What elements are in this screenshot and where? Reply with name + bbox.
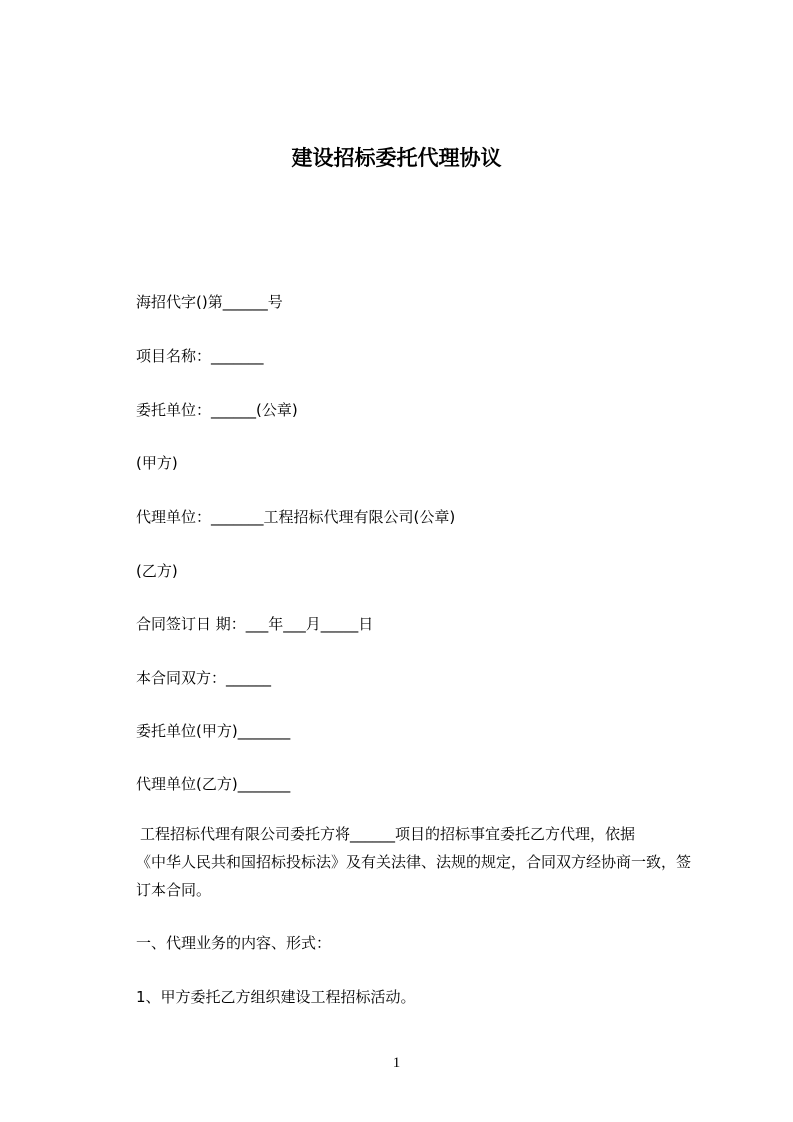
- intro-paragraph-line-1: 工程招标代理有限公司委托方将______项目的招标事宜委托乙方代理，依据: [140, 825, 636, 843]
- party-b-label: (乙方): [136, 562, 178, 580]
- party-a-signature-line: 委托单位(甲方)_______: [136, 722, 291, 740]
- project-name-line: 项目名称：_______: [136, 347, 264, 365]
- party-b-signature-line: 代理单位(乙方)_______: [136, 775, 291, 793]
- intro-paragraph-line-3: 订本合同。: [136, 881, 212, 899]
- contract-number-line: 海招代字()第______号: [136, 293, 283, 311]
- clause-item-1: 1、甲方委托乙方组织建设工程招标活动。: [136, 988, 416, 1006]
- document-title: 建设招标委托代理协议: [291, 146, 502, 170]
- intro-paragraph: [136, 820, 706, 904]
- client-unit-line: 委托单位：______(公章): [136, 401, 298, 419]
- party-a-label: (甲方): [136, 454, 178, 472]
- section-heading: 一、代理业务的内容、形式：: [136, 934, 332, 952]
- intro-paragraph-line-2: 《中华人民共和国招标投标法》及有关法律、法规的规定，合同双方经协商一致，签: [136, 853, 692, 871]
- page-number: 1: [392, 1055, 401, 1071]
- contract-parties-line: 本合同双方：______: [136, 669, 272, 687]
- agent-unit-line: 代理单位：_______工程招标代理有限公司(公章): [136, 508, 456, 526]
- signing-date-line: 合同签订日 期：___年___月_____日: [136, 615, 374, 633]
